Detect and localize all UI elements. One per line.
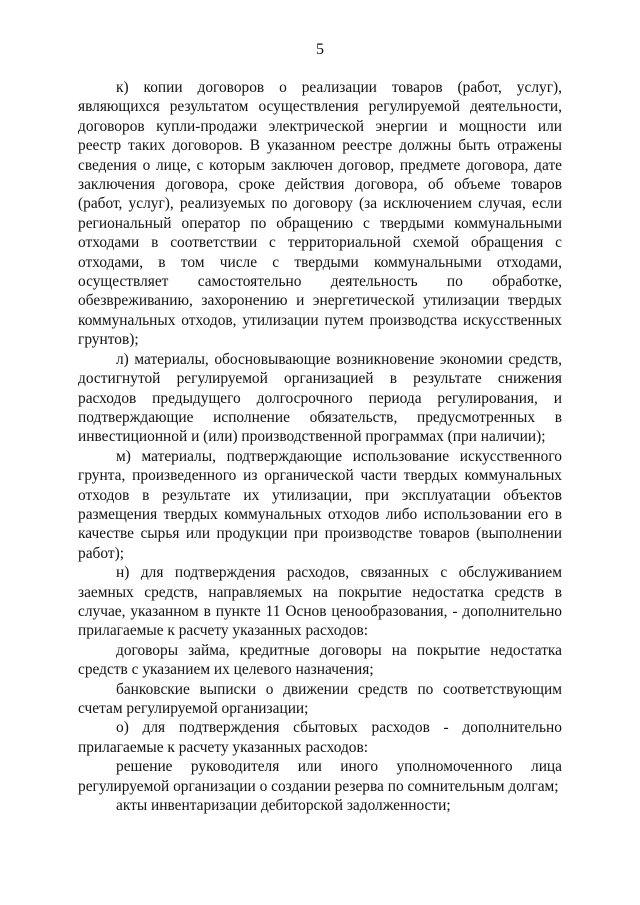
- paragraph-n-bank-statements: банковские выписки о движении средств по соответствующим счетам регулируемой организации;: [78, 680, 562, 717]
- paragraph-l: л) материалы, обосновывающие возникновение экономии средств, достигнутой регулируемой организацией в результате снижения расходов предыдущего долгосрочного периода регулирования, и подтверждающие исполнение обязательств, предусмотренных в инвестиционной и (или) производственной программах (при наличии);: [78, 350, 562, 446]
- paragraph-k: к) копии договоров о реализации товаров (работ, услуг), являющихся результатом осуществления регулируемой деятельности, договоров купли-продажи электрической энергии и мощности или реестр таких договоров. В указанном реестре должны быть отражены сведения о лице, с которым заключен договор, предмете договора, дате заключения договора, сроке действия договора, об объеме товаров (работ, услуг), реализуемых по договору (за исключением случая, если региональный оператор по обращению с твердыми коммунальными отходами в соответствии с территориальной схемой обращения с отходами, в том числе с твердыми коммунальными отходами, осуществляет самостоятельно деятельность по обработке, обезвреживанию, захоронению и энергетической утилизации твердых коммунальных отходов, утилизации путем производства искусственных грунтов);: [78, 79, 562, 349]
- page-number: 5: [316, 41, 324, 58]
- paragraph-n: н) для подтверждения расходов, связанных с обслуживанием заемных средств, направляемых на покрытие недостатка средств в случае, указанном в пункте 11 Основ ценообразования, - дополнительно прилагаемые к расчету указанных расходов:: [78, 564, 562, 640]
- document-body: [78, 78, 562, 815]
- paragraph-o-inventory-acts: акты инвентаризации дебиторской задолженности;: [116, 797, 451, 815]
- paragraph-o: о) для подтверждения сбытовых расходов - дополнительно прилагаемые к расчету указанных расходов:: [78, 719, 562, 756]
- paragraph-n-loan-agreements: договоры займа, кредитные договоры на покрытие недостатка средств с указанием их целевого назначения;: [78, 641, 562, 679]
- paragraph-o-reserve-decision: решение руководителя или иного уполномоченного лица регулируемой организации о создании резерва по сомнительным долгам;: [78, 758, 562, 795]
- paragraph-m: м) материалы, подтверждающие использование искусственного грунта, произведенного из органической части твердых коммунальных отходов в результате их утилизации, при эксплуатации объектов размещения твердых коммунальных отходов либо использовании его в качестве сырья или продукции при производстве товаров (выполнении работ);: [78, 447, 562, 562]
